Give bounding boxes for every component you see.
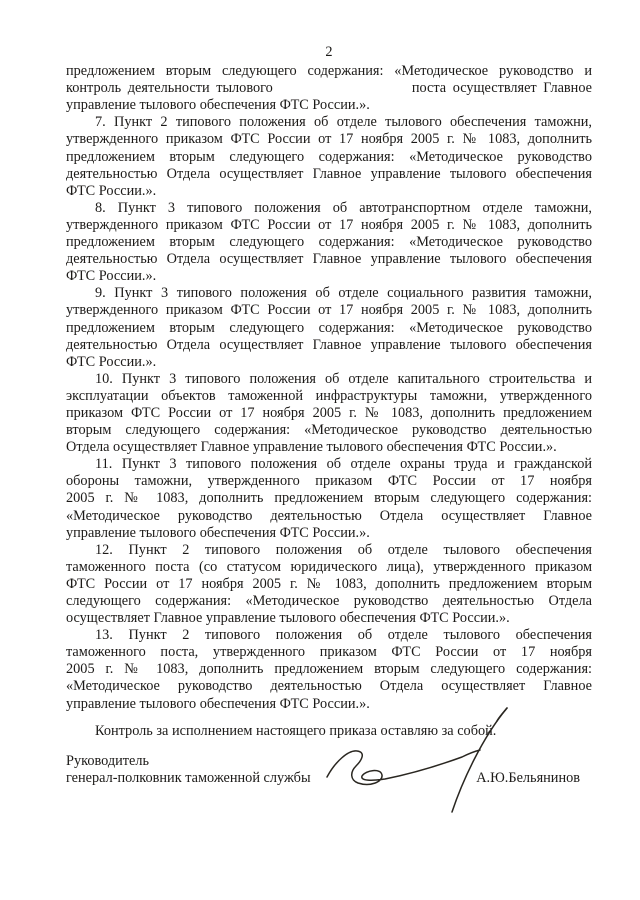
page-number: 2 [325,44,333,60]
paragraph-line: утвержденного приказом ФТС России от 17 ноября 2005 г. № 1083, дополнить [66,131,592,148]
signature-row [66,770,592,787]
paragraph-line: 9. Пункт 3 типового положения об отделе социального развития таможни, [95,285,592,302]
paragraph-line: ФТС России.». [66,353,157,370]
paragraph-line: деятельностью Отдела осуществляет Главное управление тылового обеспечения [66,251,592,268]
line-right-segment: поста осуществляет Главное [411,80,592,97]
paragraph-line: обороны таможни, утвержденного приказом ФТС России от 17 ноября [66,473,592,490]
paragraph-line: ФТС России.». [66,268,157,285]
paragraph-line: управление тылового обеспечения ФТС России.». [66,695,370,712]
paragraph-line: 7. Пункт 2 типового положения об отделе тылового обеспечения таможни, [95,114,592,131]
paragraph-line: следующего содержания: «Методическое руководство деятельностью Отдела [66,593,592,609]
paragraph [66,63,592,114]
signatory-position-line2: генерал-полковник таможенной службы [66,769,311,786]
paragraph-line: таможенного поста (со статусом юридического лица), утвержденного приказом [66,558,592,575]
paragraph-line: предложением вторым следующего содержания: «Методическое руководство [66,319,592,336]
paragraph-line: осуществляет Главное управление тылового обеспечения ФТС России.». [66,610,510,627]
signatory-position-line1: Руководитель [66,752,150,769]
paragraph [66,456,592,541]
paragraph-line: эксплуатации объектов таможенной инфраструктуры таможни, утвержденного [66,387,592,404]
paragraph-line: 2005 г. № 1083, дополнить предложением вторым следующего содержания: [66,661,592,678]
paragraph-line: 11. Пункт 3 типового положения об отделе охраны труда и гражданской [95,456,592,473]
paragraph-line [66,80,592,97]
paragraph-line: Отдела осуществляет Главное управление тылового обеспечения ФТС России.». [66,439,557,456]
paragraph-line: утвержденного приказом ФТС России от 17 ноября 2005 г. № 1083, дополнить [66,216,592,233]
paragraph-line: 13. Пункт 2 типового положения об отделе тылового обеспечения [95,627,592,644]
paragraph [66,371,592,456]
signature-block [66,753,592,787]
paragraph [66,285,592,370]
line-left-segment: контроль деятельности тылового [66,80,273,97]
paragraph-line: деятельностью Отдела осуществляет Главное управление тылового обеспечения [66,165,592,182]
paragraph [66,114,592,199]
paragraph-line: предложением вторым следующего содержания: «Методическое руководство [66,234,592,251]
paragraph-line: управление тылового обеспечения ФТС России.». [66,524,370,541]
paragraph-line: управление тылового обеспечения ФТС России.». [66,97,370,114]
paragraph-line: предложением вторым следующего содержания: «Методическое руководство [66,148,592,165]
paragraph-line: утвержденного приказом ФТС России от 17 ноября 2005 г. № 1083, дополнить [66,302,592,319]
paragraph-line: предложением вторым следующего содержания: «Методическое руководство и [66,63,592,80]
document-body [66,63,592,713]
paragraph-line: ФТС России от 17 ноября 2005 г. № 1083, дополнить предложением вторым [66,575,592,592]
paragraph-line: 10. Пункт 3 типового положения об отделе капитального строительства и [95,370,592,387]
paragraph-line: «Методическое руководство деятельностью Отдела осуществляет Главное [66,507,592,524]
paragraph [66,627,592,712]
signatory-name: А.Ю.Бельянинов [476,769,580,786]
paragraph-line: 8. Пункт 3 типового положения об автотранспортном отделе таможни, [95,199,592,216]
paragraph-line: деятельностью Отдела осуществляет Главное управление тылового обеспечения [66,336,592,353]
paragraph [66,200,592,285]
paragraph-line: таможенного поста, утвержденного приказом ФТС России от 17 ноября [66,644,592,661]
paragraph-line: 12. Пункт 2 типового положения об отделе тылового обеспечения [95,541,592,558]
paragraph-line: «Методическое руководство деятельностью Отдела осуществляет Главное [66,678,592,695]
paragraph-line: ФТС России.». [66,182,157,199]
paragraph-line: вторым следующего содержания: «Методическое руководство деятельностью [66,422,592,439]
control-paragraph: Контроль за исполнением настоящего приказа оставляю за собой. [95,722,497,739]
paragraph-line: приказом ФТС России от 17 ноября 2005 г. № 1083, дополнить предложением [66,404,592,421]
paragraph-line: 2005 г. № 1083, дополнить предложением вторым следующего содержания: [66,490,592,507]
paragraph [66,542,592,627]
